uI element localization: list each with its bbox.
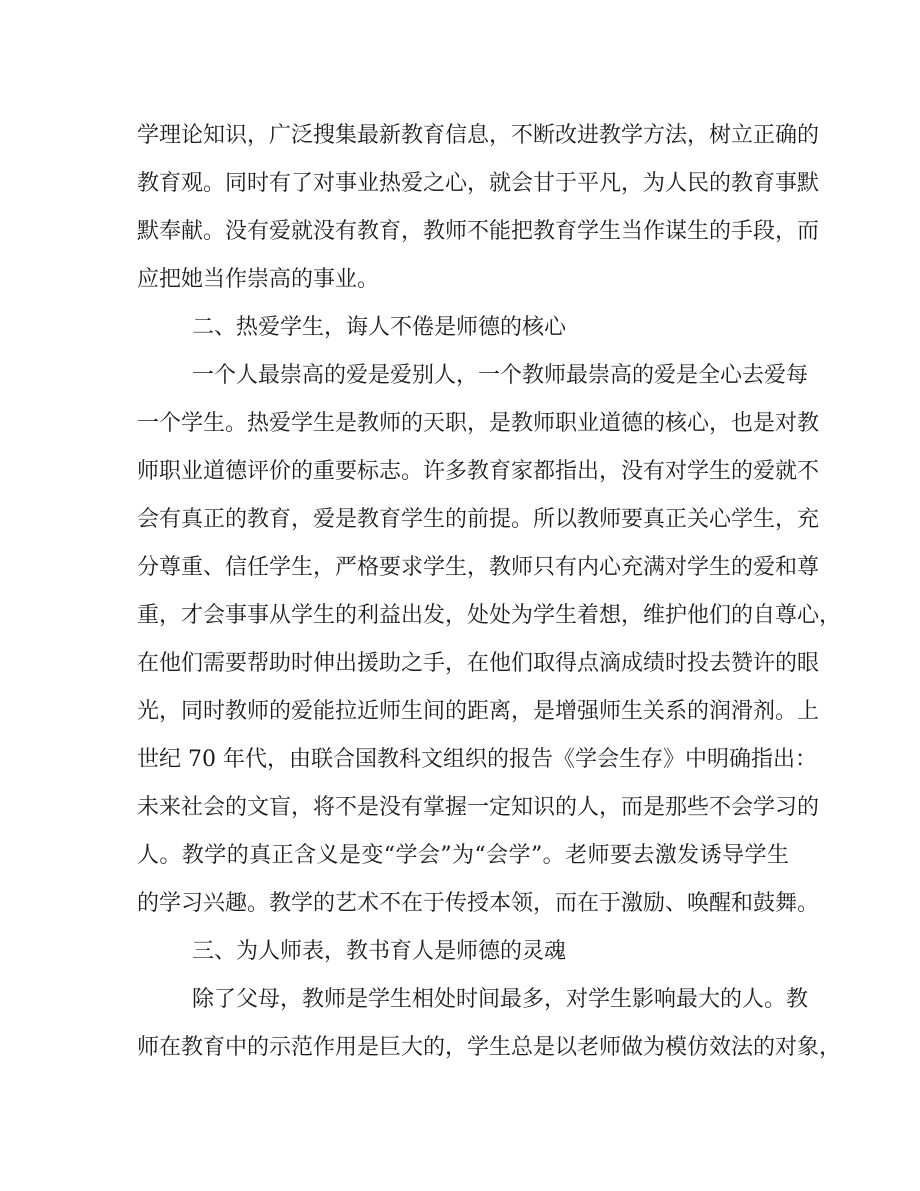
- text-line: 重，才会事事从学生的利益出发，处处为学生着想，维护他们的自尊心，: [137, 603, 842, 628]
- text-line: 一个人最崇高的爱是爱别人，一个教师最崇高的爱是全心去爱每: [192, 363, 809, 388]
- text-line: 在他们需要帮助时伸出援助之手，在他们取得点滴成绩时投去赞许的眼: [137, 651, 820, 676]
- text-line: 光，同时教师的爱能拉近师生间的距离，是增强师生关系的润滑剂。上: [137, 699, 820, 724]
- text-line: 默奉献。没有爱就没有教育，教师不能把教育学生当作谋生的手段，而: [137, 219, 820, 244]
- document-body: [137, 112, 842, 1072]
- section-heading: 三、为人师表，教书育人是师德的灵魂: [192, 939, 567, 964]
- text-line: 除了父母，教师是学生相处时间最多，对学生影响最大的人。教: [192, 987, 809, 1012]
- section-heading: 二、热爱学生，诲人不倦是师德的核心: [192, 315, 567, 340]
- text-line: 的学习兴趣。教学的艺术不在于传授本领，而在于激励、唤醒和鼓舞。: [137, 891, 820, 916]
- text-line: 一个学生。热爱学生是教师的天职，是教师职业道德的核心，也是对教: [137, 411, 820, 436]
- text-line: 未来社会的文盲，将不是没有掌握一定知识的人，而是那些不会学习的: [137, 795, 820, 820]
- text-line: 分尊重、信任学生，严格要求学生，教师只有内心充满对学生的爱和尊: [137, 555, 820, 580]
- text-line: 人。教学的真正含义是变“学会”为“会学”。老师要去激发诱导学生: [137, 843, 789, 868]
- text-line: 世纪 70 年代，由联合国教科文组织的报告《学会生存》中明确指出：: [137, 747, 817, 772]
- text-line: 应把她当作崇高的事业。: [137, 267, 380, 292]
- text-line: 师在教育中的示范作用是巨大的，学生总是以老师做为模仿效法的对象，: [137, 1035, 842, 1060]
- text-line: 师职业道德评价的重要标志。许多教育家都指出，没有对学生的爱就不: [137, 459, 820, 484]
- text-line: 教育观。同时有了对事业热爱之心，就会甘于平凡，为人民的教育事默: [137, 171, 820, 196]
- text-line: 会有真正的教育，爱是教育学生的前提。所以教师要真正关心学生，充: [137, 507, 820, 532]
- text-line: 学理论知识，广泛搜集最新教育信息，不断改进教学方法，树立正确的: [137, 123, 820, 148]
